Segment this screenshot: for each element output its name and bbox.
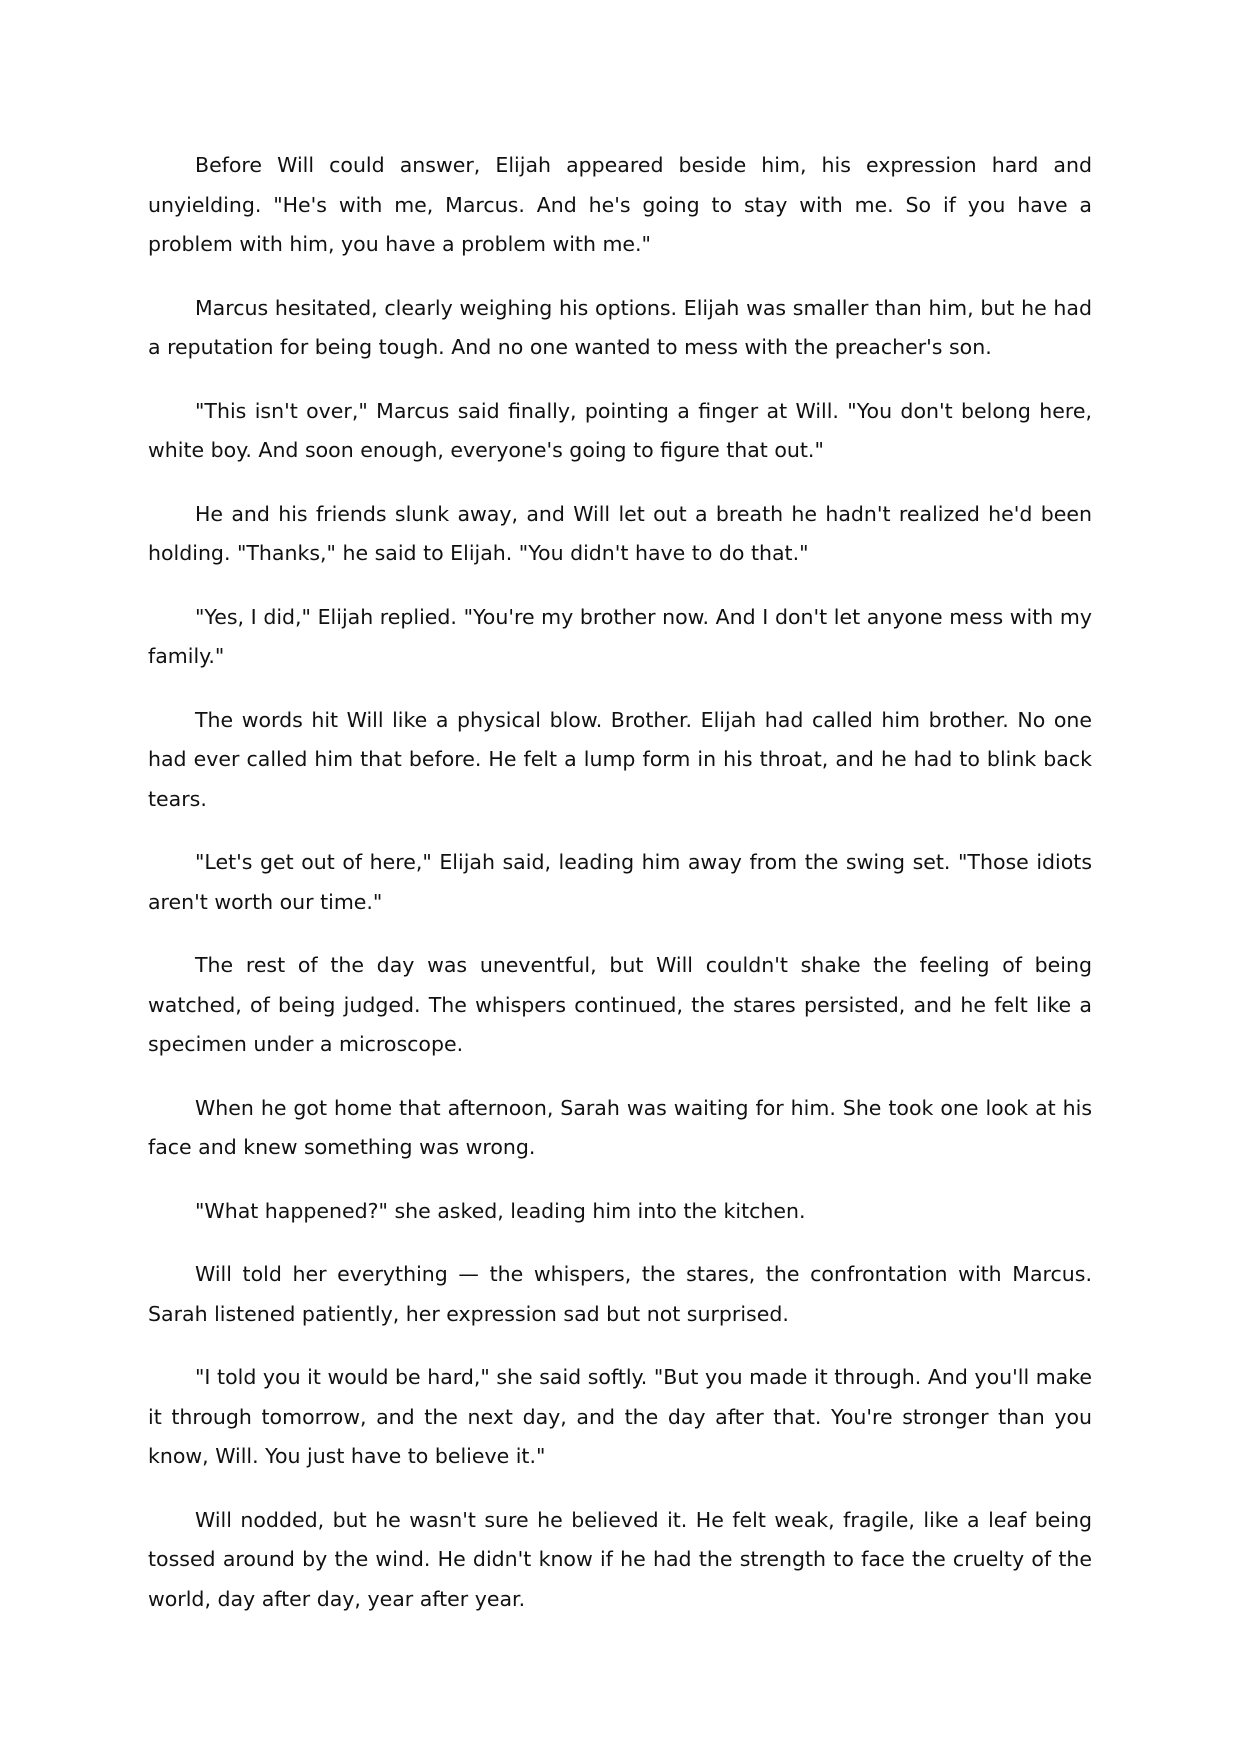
paragraph: Marcus hesitated, clearly weighing his options. Elijah was smaller than him, but he had a reputation for being tough. And no one wanted to mess with the preacher's son.	[148, 295, 1092, 359]
paragraph: Will nodded, but he wasn't sure he believed it. He felt weak, fragile, like a leaf being tossed around by the wind. He didn't know if he had the strength to face the cruelty of the world, day after day, year after year.	[148, 1507, 1092, 1611]
paragraph: "What happened?" she asked, leading him into the kitchen.	[195, 1198, 806, 1223]
paragraph: "This isn't over," Marcus said finally, pointing a finger at Will. "You don't belong here, white boy. And soon enough, everyone's going to figure that out."	[148, 398, 1092, 462]
paragraph: "Let's get out of here," Elijah said, leading him away from the swing set. "Those idiots aren't worth our time."	[148, 850, 1092, 914]
paragraph: When he got home that afternoon, Sarah was waiting for him. She took one look at his face and knew something was wrong.	[148, 1095, 1092, 1159]
paragraph: The rest of the day was uneventful, but Will couldn't shake the feeling of being watched, of being judged. The whispers continued, the stares persisted, and he felt like a specimen under a microscope.	[148, 953, 1092, 1056]
document-page	[148, 146, 1092, 1643]
paragraph: The words hit Will like a physical blow. Brother. Elijah had called him brother. No one had ever called him that before. He felt a lump form in his throat, and he had to blink back tears.	[148, 707, 1092, 811]
paragraph: "Yes, I did," Elijah replied. "You're my brother now. And I don't let anyone mess with my family."	[148, 604, 1092, 668]
paragraph: "I told you it would be hard," she said softly. "But you made it through. And you'll make it through tomorrow, and the next day, and the day after that. You're stronger than you know, Will. You just have to believe it."	[148, 1365, 1092, 1468]
paragraph: Before Will could answer, Elijah appeared beside him, his expression hard and unyielding. "He's with me, Marcus. And he's going to stay with me. So if you have a problem with him, you have a problem with me."	[148, 153, 1092, 256]
paragraph: He and his friends slunk away, and Will let out a breath he hadn't realized he'd been holding. "Thanks," he said to Elijah. "You didn't have to do that."	[148, 501, 1092, 565]
paragraph: Will told her everything — the whispers, the stares, the confrontation with Marcus. Sarah listened patiently, her expression sad but not surprised.	[148, 1262, 1092, 1326]
